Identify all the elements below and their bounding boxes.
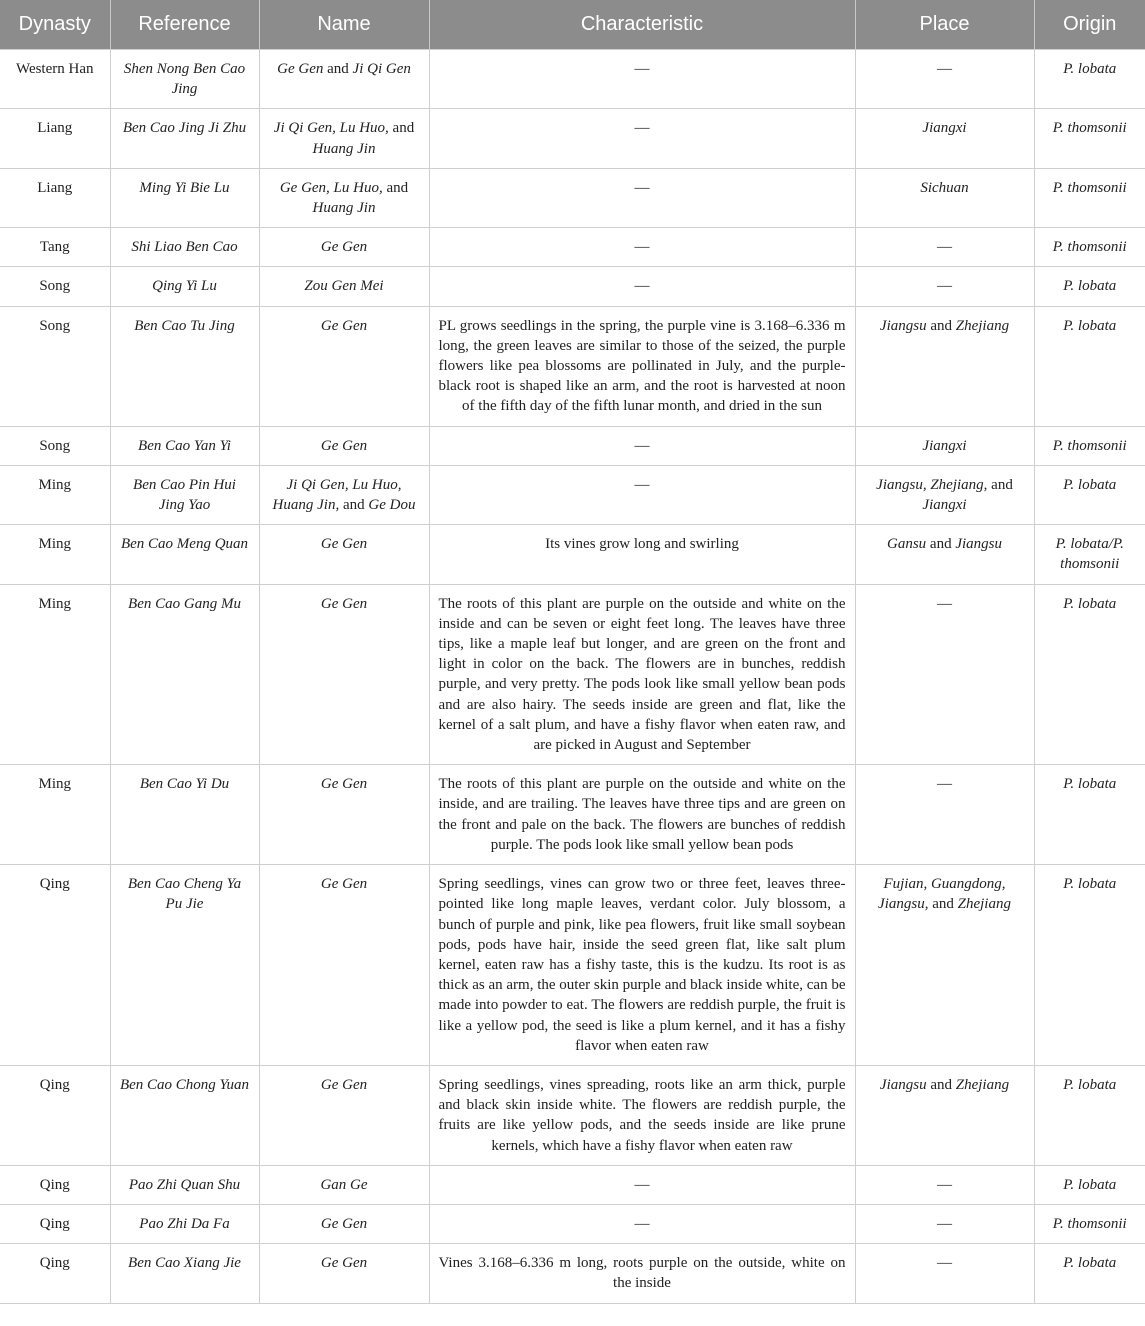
cell-reference: Shi Liao Ben Cao [110,228,259,267]
place-segment: Gansu [886,536,927,553]
name-segment: Ge Gen [320,1076,368,1093]
cell-name [259,865,429,1066]
cell-origin: P. thomsonii [1034,426,1145,465]
column-header-reference: Reference [110,0,259,50]
cell-origin: P. thomsonii [1034,109,1145,168]
place-segment: — [937,278,952,295]
cell-origin: P. lobata/P. thomsonii [1034,525,1145,584]
name-segment: Ge Gen, Lu Huo, [279,179,383,196]
cell-dynasty: Qing [0,1244,110,1303]
name-segment: Ge Gen [320,1215,368,1232]
place-segment: Zhejiang [955,1076,1010,1093]
cell-reference: Ben Cao Jing Ji Zhu [110,109,259,168]
cell-dynasty: Tang [0,228,110,267]
name-segment: Ge Gen [320,1255,368,1272]
cell-origin: P. lobata [1034,1065,1145,1165]
place-segment: Jiangsu [879,317,927,334]
cell-place [855,584,1034,765]
cell-place [855,109,1034,168]
cell-origin: P. lobata [1034,865,1145,1066]
cell-name [259,50,429,109]
cell-place [855,1244,1034,1303]
name-segment: Ji Qi Gen, Lu Huo, Huang Jin, [272,476,402,514]
place-segment: Jiangxi [922,497,967,514]
cell-dynasty: Ming [0,584,110,765]
cell-reference: Ben Cao Xiang Jie [110,1244,259,1303]
place-segment: — [937,239,952,256]
cell-dynasty: Ming [0,465,110,524]
table-row [0,865,1145,1066]
place-segment: Jiangsu [879,1076,927,1093]
cell-dynasty: Qing [0,1204,110,1243]
cell-characteristic: — [429,1204,855,1243]
cell-place [855,306,1034,426]
place-segment: Jiangsu, Zhejiang, [876,476,988,493]
cell-name [259,765,429,865]
name-segment: Ji Qi Gen, Lu Huo, [273,120,389,137]
cell-name [259,525,429,584]
table-row [0,525,1145,584]
name-segment: Gan Ge [320,1176,368,1193]
place-segment: Jiangxi [922,437,967,454]
place-segment: — [937,1176,952,1193]
cell-characteristic: Vines 3.168–6.336 m long, roots purple on the outside, white on the inside [429,1244,855,1303]
cell-place [855,168,1034,227]
cell-characteristic: The roots of this plant are purple on the outside and white on the inside and can be seven or eight feet long. The leaves have three tips, like a maple leaf but longer, and are green on the front and light in color on the back. The flowers are in bunches, reddish purple, and very pretty. The pods look like small yellow bean pods and are also hairy. The seeds inside are green and flat, like the kernel of a salt plum, and have a fishy flavor when eaten raw, and are picked in August and September [429,584,855,765]
cell-origin: P. lobata [1034,267,1145,306]
cell-origin: P. lobata [1034,50,1145,109]
cell-name [259,1204,429,1243]
cell-characteristic: PL grows seedlings in the spring, the purple vine is 3.168–6.336 m long, the green leaves are similar to those of the seized, the purple flowers like pea blossoms are pollinated in July, and the purple-black root is shaped like an arm, and the root is harvested at noon of the fifth day of the fifth lunar month, and dried in the sun [429,306,855,426]
cell-characteristic: — [429,465,855,524]
name-segment: Ge Gen [320,239,368,256]
table-row [0,50,1145,109]
place-segment: — [937,776,952,793]
cell-name [259,267,429,306]
table-row [0,1204,1145,1243]
cell-origin: P. lobata [1034,1244,1145,1303]
cell-place [855,1165,1034,1204]
cell-origin: P. lobata [1034,465,1145,524]
name-segment: and [388,120,415,137]
name-segment: Ge Gen [320,876,368,893]
cell-dynasty: Qing [0,1065,110,1165]
cell-characteristic: — [429,1165,855,1204]
cell-name [259,306,429,426]
name-segment: Huang Jin [312,140,376,157]
name-segment: Zou Gen Mei [304,278,384,295]
table-row [0,465,1145,524]
cell-origin: P. lobata [1034,584,1145,765]
table-row [0,1065,1145,1165]
column-header-place: Place [855,0,1034,50]
cell-reference: Shen Nong Ben Cao Jing [110,50,259,109]
table-row [0,168,1145,227]
cell-place [855,865,1034,1066]
cell-characteristic: — [429,426,855,465]
table-body [0,50,1145,1304]
name-segment: Ge Gen [320,595,368,612]
cell-place [855,525,1034,584]
cell-characteristic: — [429,168,855,227]
column-header-origin: Origin [1034,0,1145,50]
place-segment: Fujian, Guangdong, Jiangsu, [878,876,1006,913]
cell-reference: Ben Cao Yi Du [110,765,259,865]
cell-reference: Ben Cao Tu Jing [110,306,259,426]
header-row [0,0,1145,50]
column-header-dynasty: Dynasty [0,0,110,50]
name-segment: and [382,179,409,196]
name-segment: Ge Gen [320,317,368,334]
cell-dynasty: Ming [0,765,110,865]
cell-characteristic: Its vines grow long and swirling [429,525,855,584]
cell-reference: Pao Zhi Quan Shu [110,1165,259,1204]
name-segment: and [339,497,369,514]
cell-dynasty: Song [0,426,110,465]
name-segment: Ge Dou [368,497,416,514]
cell-reference: Ben Cao Cheng Ya Pu Jie [110,865,259,1066]
cell-place [855,228,1034,267]
cell-place [855,465,1034,524]
place-segment: Zhejiang [957,896,1011,913]
name-segment: Ji Qi Gen [352,61,411,77]
cell-characteristic: The roots of this plant are purple on the outside and white on the inside, and are trailing. The leaves have three tips and are green on the front and pale on the back. The flowers are bunches of reddish purple. The pods look like small yellow bean pods [429,765,855,865]
cell-place [855,765,1034,865]
cell-place [855,426,1034,465]
table-row [0,1244,1145,1303]
cell-name [259,1165,429,1204]
cell-origin: P. thomsonii [1034,1204,1145,1243]
cell-place [855,267,1034,306]
cell-place [855,50,1034,109]
column-header-name: Name [259,0,429,50]
cell-characteristic: Spring seedlings, vines spreading, roots like an arm thick, purple and black skin inside white. The flowers are reddish purple, the fruits are like yellow pods, and the seeds inside are like prune kernels, which have a fishy flavor when eaten raw [429,1065,855,1165]
cell-origin: P. thomsonii [1034,168,1145,227]
place-segment: Jiangxi [922,120,967,137]
place-segment: — [937,61,952,77]
cell-place [855,1204,1034,1243]
table-header [0,0,1145,50]
place-segment: — [937,1255,952,1272]
place-segment: and [926,1076,956,1093]
place-segment: Sichuan [920,179,969,196]
name-segment: Ge Gen [320,776,368,793]
place-segment: and [987,476,1013,493]
cell-dynasty: Western Han [0,50,110,109]
cell-name [259,109,429,168]
table-row [0,109,1145,168]
name-segment: Ge Gen [320,536,368,553]
cell-origin: P. lobata [1034,765,1145,865]
cell-name [259,465,429,524]
cell-reference: Ben Cao Chong Yuan [110,1065,259,1165]
place-segment: and [928,896,958,913]
table-row [0,765,1145,865]
cell-dynasty: Song [0,306,110,426]
cell-reference: Ben Cao Gang Mu [110,584,259,765]
cell-reference: Ben Cao Meng Quan [110,525,259,584]
cell-characteristic: — [429,109,855,168]
cell-origin: P. thomsonii [1034,228,1145,267]
cell-name [259,1065,429,1165]
cell-dynasty: Qing [0,865,110,1066]
place-segment: Zhejiang [955,317,1010,334]
cell-dynasty: Song [0,267,110,306]
place-segment: — [937,595,952,612]
cell-reference: Ben Cao Yan Yi [110,426,259,465]
place-segment: — [937,1215,952,1232]
table-row [0,1165,1145,1204]
name-segment: Huang Jin [312,200,376,217]
cell-characteristic: — [429,267,855,306]
cell-name [259,1244,429,1303]
cell-name [259,426,429,465]
cell-reference: Qing Yi Lu [110,267,259,306]
cell-name [259,228,429,267]
name-segment: and [323,61,353,77]
table-row [0,306,1145,426]
cell-origin: P. lobata [1034,1165,1145,1204]
place-segment: Jiangsu [955,536,1002,553]
cell-dynasty: Liang [0,109,110,168]
cell-place [855,1065,1034,1165]
column-header-characteristic: Characteristic [429,0,855,50]
cell-dynasty: Liang [0,168,110,227]
name-segment: Ge Gen [277,61,324,77]
cell-characteristic: — [429,228,855,267]
cell-characteristic: — [429,50,855,109]
cell-characteristic: Spring seedlings, vines can grow two or three feet, leaves three-pointed like long maple leaves, verdant color. July blossom, a bunch of purple and pink, like pea flowers, fruit like small soybean pods, pods have hair, inside the seed green flat, like salt plum kernel, eaten raw has a fishy taste, this is the kudzu. Its root is as thick as an arm, the outer skin purple and black inside white, can be made into powder to eat. The flowers are reddish purple, the fruit is like a yellow pod, the seed is like a plum kernel, and it has a fishy flavor when eaten raw [429,865,855,1066]
table-row [0,228,1145,267]
table-row [0,426,1145,465]
cell-reference: Ben Cao Pin Hui Jing Yao [110,465,259,524]
place-segment: and [926,536,956,553]
table-row [0,584,1145,765]
place-segment: and [926,317,956,334]
cell-dynasty: Qing [0,1165,110,1204]
cell-name [259,168,429,227]
cell-name [259,584,429,765]
cell-reference: Ming Yi Bie Lu [110,168,259,227]
table-row [0,267,1145,306]
cell-origin: P. lobata [1034,306,1145,426]
cell-dynasty: Ming [0,525,110,584]
cell-reference: Pao Zhi Da Fa [110,1204,259,1243]
name-segment: Ge Gen [320,437,368,454]
